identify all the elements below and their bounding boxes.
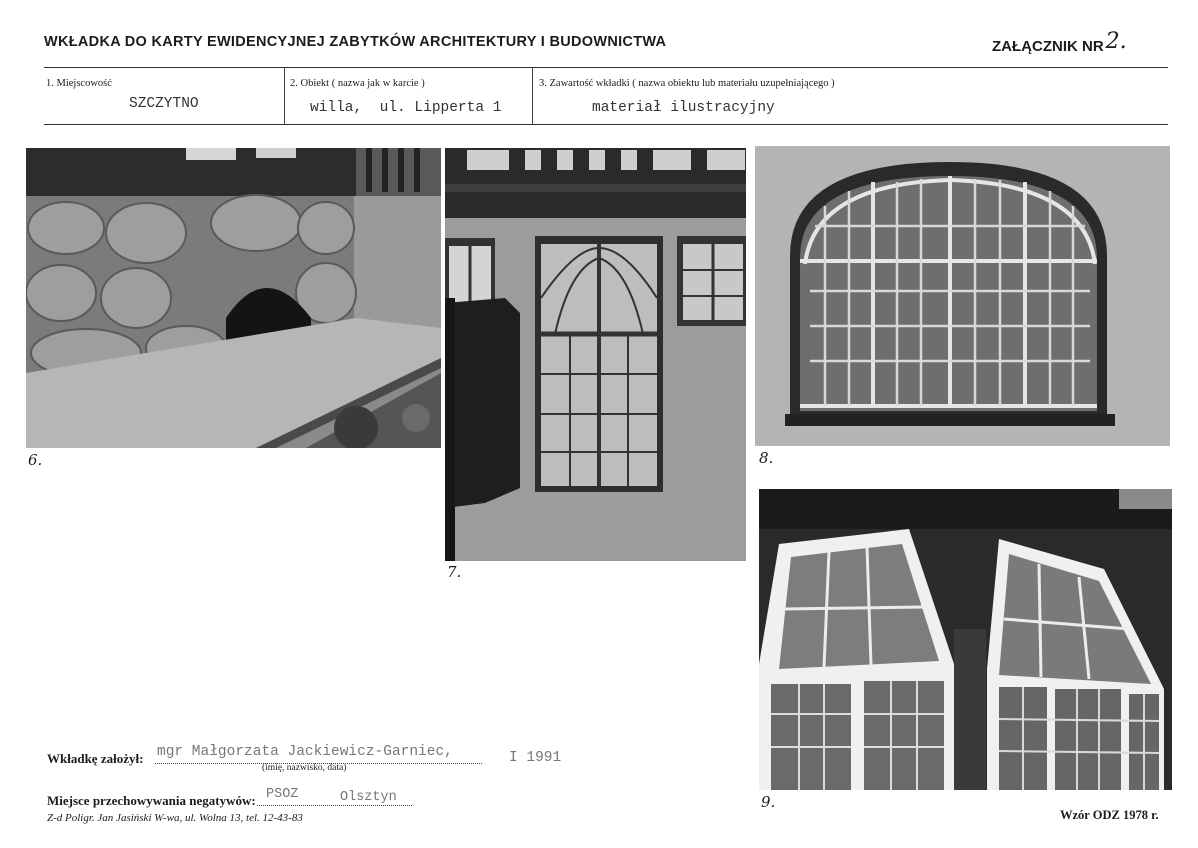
photo-6: [26, 148, 441, 448]
negatives-value-institution: PSOZ: [266, 787, 299, 802]
negatives-value-city: Olsztyn: [340, 790, 397, 805]
form-title: WKŁADKA DO KARTY EWIDENCYJNEJ ZABYTKÓW ARCHITEKTURY I BUDOWNICTWA: [44, 34, 667, 50]
field-table-top-rule: [44, 67, 1168, 68]
created-year: I 1991: [509, 750, 562, 766]
photo-9-image: [759, 489, 1172, 790]
object-label: 2. Obiekt ( nazwa jak w karcie ): [290, 78, 425, 89]
annex-label: ZAŁĄCZNIK NR: [992, 38, 1104, 55]
photo-6-image: [26, 148, 441, 448]
locality-label: 1. Miejscowość: [46, 78, 112, 89]
photo-7-number: 7.: [447, 563, 462, 581]
object-value: willa, ul. Lipperta 1: [310, 100, 502, 116]
annex-handwritten-number: 2.: [1105, 29, 1127, 54]
negatives-label: Miejsce przechowywania negatywów:: [47, 793, 256, 808]
printer-imprint: Z-d Poligr. Jan Jasiński W-wa, ul. Wolna 13, tel. 12-43-83: [47, 812, 303, 824]
photo-8-number: 8.: [759, 449, 774, 467]
created-by-label: Wkładkę założył:: [47, 751, 144, 766]
photo-6-number: 6.: [28, 451, 43, 469]
photo-7: [445, 148, 746, 561]
created-by-hint: (imię, nazwisko, data): [262, 763, 347, 773]
field-separator: [284, 68, 285, 124]
content-value: materiał ilustracyjny: [592, 100, 775, 116]
photo-8-image: [755, 146, 1170, 446]
photo-8: [755, 146, 1170, 446]
form-model: Wzór ODZ 1978 r.: [1060, 808, 1159, 822]
annex-number: [992, 29, 1127, 57]
photo-9: [759, 489, 1172, 790]
photo-9-number: 9.: [761, 793, 776, 811]
field-table-bottom-rule: [44, 124, 1168, 125]
created-by-value: mgr Małgorzata Jackiewicz-Garniec,: [157, 744, 453, 760]
locality-value: SZCZYTNO: [129, 96, 199, 112]
content-label: 3. Zawartość wkładki ( nazwa obiektu lub materiału uzupełniającego ): [539, 78, 835, 89]
photo-7-image: [445, 148, 746, 561]
field-separator: [532, 68, 533, 124]
